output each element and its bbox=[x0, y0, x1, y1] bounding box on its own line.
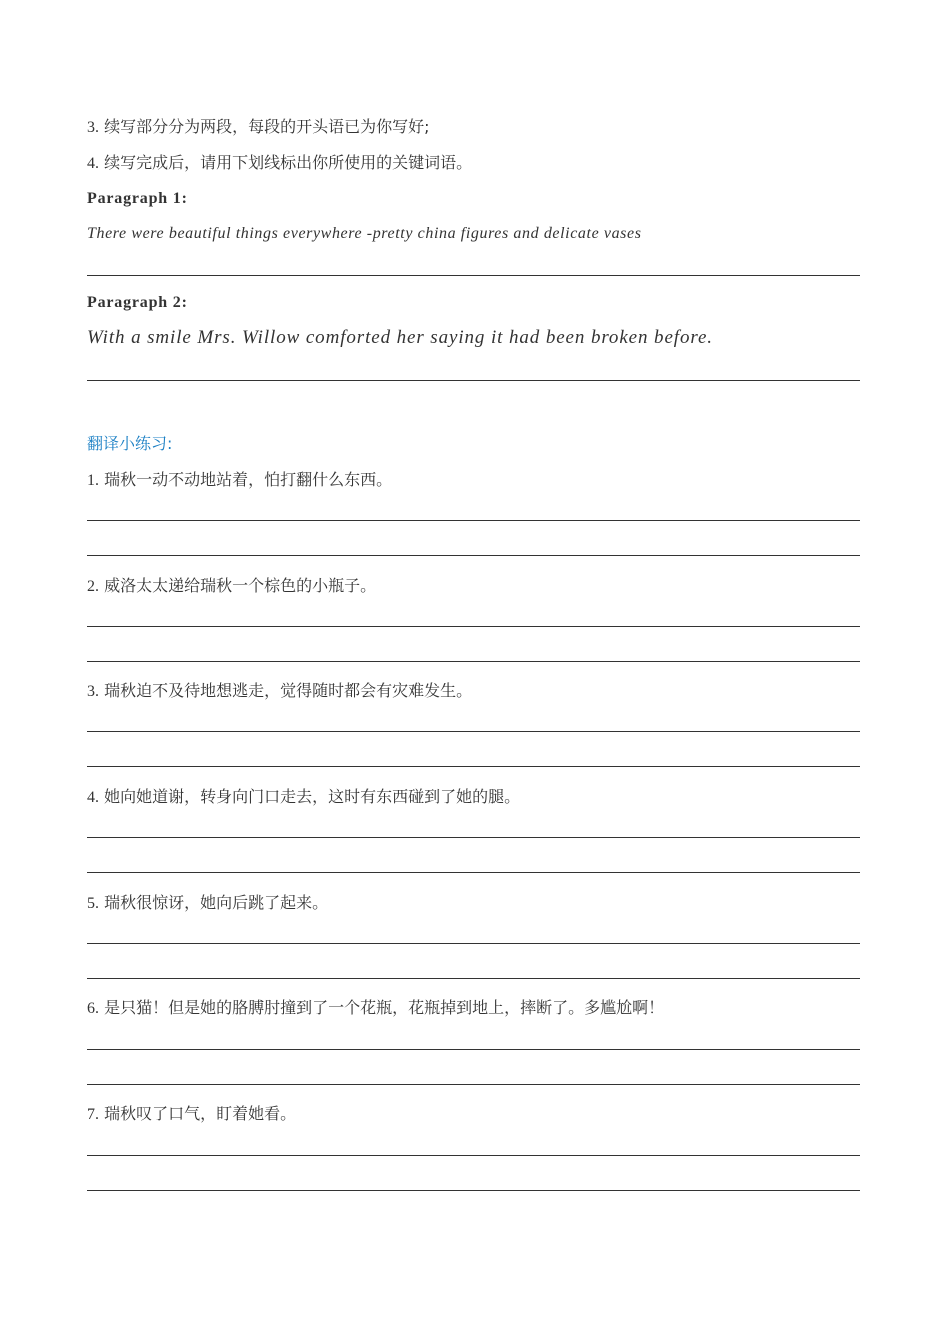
paragraph-2-opening: With a smile Mrs. Willow comforted her saying it had been broken before. bbox=[87, 327, 713, 348]
translation-item-7 bbox=[87, 1104, 296, 1125]
answer-line[interactable] bbox=[87, 1155, 860, 1156]
answer-line[interactable] bbox=[87, 943, 860, 944]
translation-item-2 bbox=[87, 576, 376, 597]
item-number: 1. bbox=[87, 472, 99, 489]
item-text: 瑞秋迫不及待地想逃走，觉得随时都会有灾难发生。 bbox=[104, 681, 473, 700]
item-number: 7. bbox=[87, 1106, 99, 1123]
item-text: 瑞秋很惊讶，她向后跳了起来。 bbox=[104, 893, 329, 912]
item-number: 6. bbox=[87, 1000, 99, 1017]
instruction-number: 3. bbox=[87, 119, 99, 136]
item-number: 4. bbox=[87, 789, 99, 806]
translation-item-6 bbox=[87, 998, 664, 1019]
answer-line[interactable] bbox=[87, 1084, 860, 1085]
answer-line[interactable] bbox=[87, 872, 860, 873]
translation-item-3 bbox=[87, 681, 472, 702]
paragraph-1-opening: There were beautiful things everywhere -pretty china figures and delicate vases bbox=[87, 225, 642, 242]
instruction-text: 续写部分分为两段，每段的开头语已为你写好; bbox=[104, 117, 430, 136]
answer-line[interactable] bbox=[87, 520, 860, 521]
item-text: 她向她道谢，转身向门口走去，这时有东西碰到了她的腿。 bbox=[104, 787, 521, 806]
instruction-text: 续写完成后，请用下划线标出你所使用的关键词语。 bbox=[104, 153, 473, 172]
item-text: 瑞秋一动不动地站着，怕打翻什么东西。 bbox=[104, 470, 393, 489]
answer-line[interactable] bbox=[87, 1049, 860, 1050]
answer-line[interactable] bbox=[87, 1190, 860, 1191]
item-number: 2. bbox=[87, 578, 99, 595]
translation-item-1 bbox=[87, 470, 392, 491]
translation-item-5 bbox=[87, 893, 328, 914]
answer-line[interactable] bbox=[87, 978, 860, 979]
instruction-3 bbox=[87, 117, 430, 138]
paragraph-2-heading: Paragraph 2: bbox=[87, 294, 188, 311]
answer-line[interactable] bbox=[87, 766, 860, 767]
answer-line[interactable] bbox=[87, 661, 860, 662]
answer-line[interactable] bbox=[87, 626, 860, 627]
answer-line[interactable] bbox=[87, 555, 860, 556]
answer-line[interactable] bbox=[87, 380, 860, 381]
answer-line[interactable] bbox=[87, 731, 860, 732]
answer-line[interactable] bbox=[87, 837, 860, 838]
instruction-number: 4. bbox=[87, 155, 99, 172]
item-number: 3. bbox=[87, 683, 99, 700]
item-text: 是只猫！但是她的胳膊肘撞到了一个花瓶，花瓶掉到地上，摔断了。多尴尬啊！ bbox=[104, 998, 665, 1017]
paragraph-1-heading: Paragraph 1: bbox=[87, 190, 188, 207]
translation-section-title: 翻译小练习: bbox=[87, 434, 173, 453]
instruction-4 bbox=[87, 153, 472, 174]
item-text: 威洛太太递给瑞秋一个棕色的小瓶子。 bbox=[104, 576, 377, 595]
answer-line[interactable] bbox=[87, 275, 860, 276]
item-number: 5. bbox=[87, 895, 99, 912]
item-text: 瑞秋叹了口气，盯着她看。 bbox=[104, 1104, 297, 1123]
translation-item-4 bbox=[87, 787, 520, 808]
